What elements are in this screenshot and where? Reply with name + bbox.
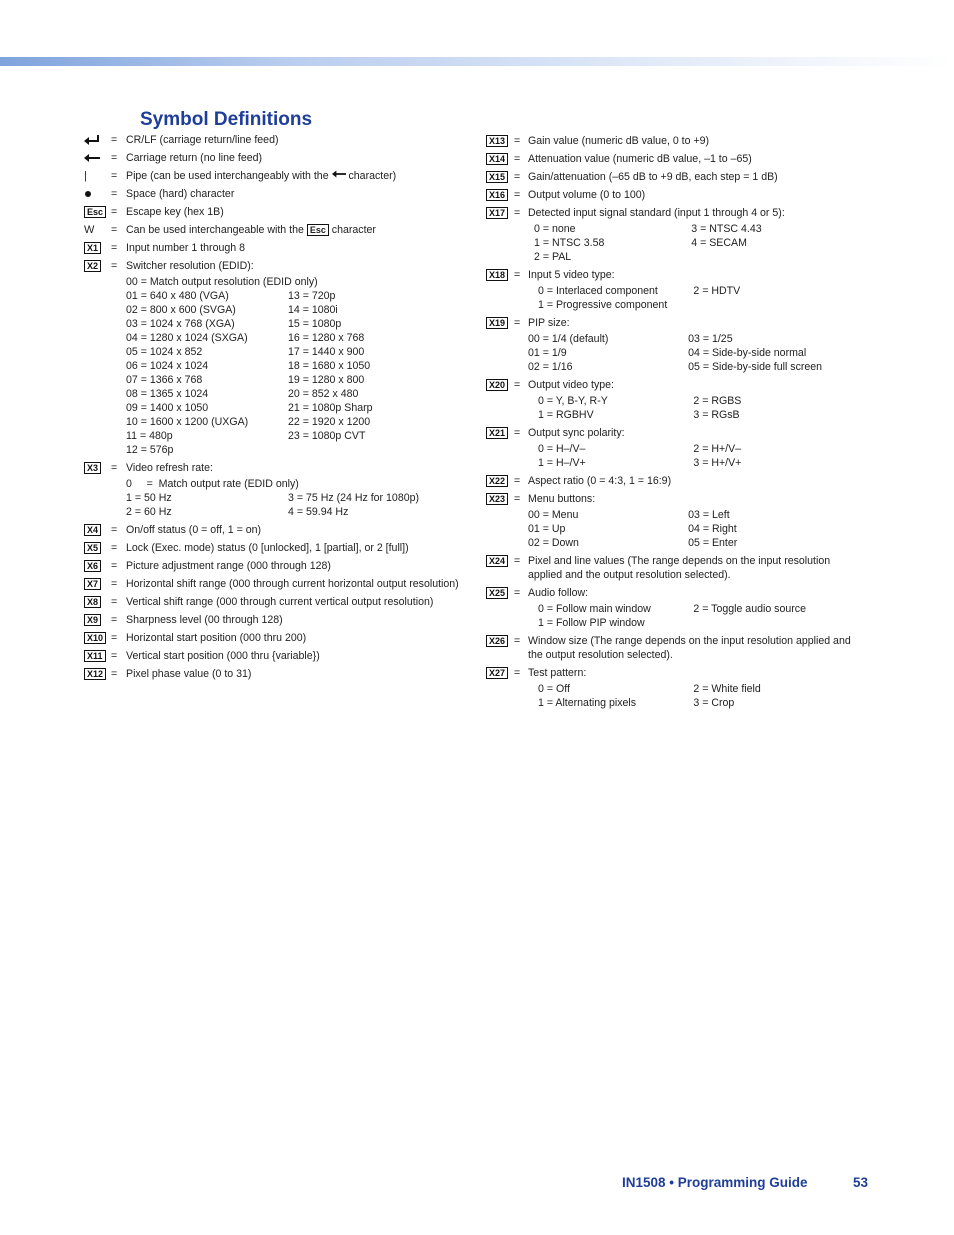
symbol-entry bbox=[84, 241, 476, 255]
value-cell bbox=[693, 298, 866, 312]
symbol bbox=[486, 189, 508, 201]
symbol-entry bbox=[84, 559, 476, 573]
symbol-entry bbox=[486, 134, 866, 148]
value-row bbox=[126, 491, 476, 505]
symbol-box: X19 bbox=[486, 317, 508, 329]
symbol-description: Input number 1 through 8 bbox=[126, 242, 245, 254]
value-cell: 20 = 852 x 480 bbox=[288, 388, 359, 400]
symbol-entry bbox=[486, 268, 866, 312]
symbol-description: Pixel phase value (0 to 31) bbox=[126, 668, 252, 680]
value-cell: 09 = 1400 x 1050 bbox=[126, 402, 209, 414]
value-row bbox=[126, 331, 476, 345]
symbol-description: Gain value (numeric dB value, 0 to +9) bbox=[528, 135, 710, 147]
value-row bbox=[528, 508, 866, 522]
equals-sign: = bbox=[111, 260, 118, 272]
value-cell: 03 = 1/25 bbox=[688, 333, 733, 345]
symbol-entry bbox=[84, 187, 476, 201]
symbol: W bbox=[84, 224, 95, 236]
symbol-description: Detected input signal standard (input 1 through 4 or 5): bbox=[528, 207, 785, 219]
symbol bbox=[486, 135, 508, 147]
value-cell: 14 = 1080i bbox=[288, 304, 338, 316]
value-cell: 01 = Up bbox=[528, 523, 566, 535]
value-cell: 0 = Follow main window bbox=[538, 603, 651, 615]
value-cell: 06 = 1024 x 1024 bbox=[126, 360, 209, 372]
symbol-description: PIP size: bbox=[528, 317, 570, 329]
symbol bbox=[84, 614, 101, 626]
symbol bbox=[84, 650, 106, 662]
symbol bbox=[486, 635, 508, 647]
value-cell: 1 = NTSC 3.58 bbox=[534, 237, 605, 249]
value-cell: 02 = 800 x 600 (SVGA) bbox=[126, 304, 236, 316]
equals-sign: = bbox=[111, 632, 118, 644]
value-cell: 01 = 640 x 480 (VGA) bbox=[126, 290, 229, 302]
symbol-description: Window size (The range depends on the input resolution applied and the output resolution selected). bbox=[528, 635, 851, 661]
equals-sign: = bbox=[514, 153, 521, 165]
symbol bbox=[486, 379, 508, 391]
symbol-entry bbox=[84, 151, 476, 165]
value-cell: 4 = SECAM bbox=[691, 237, 747, 249]
value-row bbox=[126, 317, 476, 331]
symbol-box: X25 bbox=[486, 587, 508, 599]
symbol-entry bbox=[486, 634, 866, 662]
symbol-box: X14 bbox=[486, 153, 508, 165]
value-row bbox=[126, 443, 476, 457]
symbol-description bbox=[126, 223, 476, 237]
equals-sign: = bbox=[514, 635, 521, 647]
symbol bbox=[486, 153, 508, 165]
value-row bbox=[528, 522, 866, 536]
equals-sign: = bbox=[111, 560, 118, 572]
symbol-entry bbox=[486, 554, 866, 582]
page-footer bbox=[622, 1175, 869, 1190]
value-table bbox=[528, 508, 866, 550]
value-cell: 01 = 1/9 bbox=[528, 347, 567, 359]
value-cell: 3 = RGsB bbox=[693, 409, 740, 421]
value-cell: 00 = Menu bbox=[528, 509, 579, 521]
value-row bbox=[538, 394, 866, 408]
symbol-entry bbox=[84, 523, 476, 537]
value-row bbox=[126, 401, 476, 415]
symbol bbox=[84, 560, 101, 572]
value-row bbox=[538, 408, 866, 422]
symbol bbox=[84, 260, 101, 272]
symbol bbox=[486, 269, 508, 281]
value-table bbox=[528, 332, 866, 374]
symbol-box: X5 bbox=[84, 542, 101, 554]
symbol-entry bbox=[486, 152, 866, 166]
symbol-entry bbox=[84, 613, 476, 627]
value-cell: 11 = 480p bbox=[126, 430, 173, 442]
desc-text: character bbox=[328, 224, 376, 236]
footer-doc-title: IN1508 • Programming Guide bbox=[622, 1175, 808, 1190]
value-row bbox=[528, 332, 866, 346]
equals-sign: = bbox=[514, 269, 521, 281]
symbol-entry bbox=[84, 169, 476, 183]
symbol bbox=[486, 317, 508, 329]
value-row bbox=[126, 429, 476, 443]
value-row bbox=[126, 345, 476, 359]
symbol-description: Menu buttons: bbox=[528, 493, 596, 505]
symbol-description: Space (hard) character bbox=[126, 188, 235, 200]
value-table bbox=[538, 284, 866, 312]
equals-sign: = bbox=[111, 596, 118, 608]
symbol-box: X17 bbox=[486, 207, 508, 219]
symbol-description: Attenuation value (numeric dB value, –1 to –65) bbox=[528, 153, 752, 165]
symbol-box: X1 bbox=[84, 242, 101, 254]
value-cell: 02 = 1/16 bbox=[528, 361, 573, 373]
symbol bbox=[84, 668, 106, 680]
value-cell: 04 = 1280 x 1024 (SXGA) bbox=[126, 332, 248, 344]
value-cell: 07 = 1366 x 768 bbox=[126, 374, 203, 386]
equals-sign: = bbox=[514, 587, 521, 599]
symbol-entry bbox=[84, 133, 476, 147]
value-cell: 03 = Left bbox=[688, 509, 730, 521]
symbol-description: CR/LF (carriage return/line feed) bbox=[126, 134, 279, 146]
symbol-box: X12 bbox=[84, 668, 106, 680]
value-cell: 05 = 1024 x 852 bbox=[126, 346, 203, 358]
equals-sign: = bbox=[514, 207, 521, 219]
value-cell: 2 = Toggle audio source bbox=[693, 603, 806, 615]
equals-sign: = bbox=[514, 135, 521, 147]
symbol bbox=[486, 667, 508, 679]
symbol bbox=[486, 555, 508, 567]
symbol-box: X9 bbox=[84, 614, 101, 626]
symbol-entry bbox=[84, 223, 476, 237]
symbol-description: Test pattern: bbox=[528, 667, 587, 679]
equals-sign: = bbox=[111, 170, 118, 182]
symbol-box: X4 bbox=[84, 524, 101, 536]
symbol-description: Gain/attenuation (–65 dB to +9 dB, each step = 1 dB) bbox=[528, 171, 778, 183]
value-cell: 3 = Crop bbox=[693, 697, 735, 709]
symbol-box: Esc bbox=[84, 206, 106, 218]
symbol-entry bbox=[84, 541, 476, 555]
value-row bbox=[538, 456, 866, 470]
value-cell: 04 = Side-by-side normal bbox=[688, 347, 807, 359]
symbol-description: Input 5 video type: bbox=[528, 269, 615, 281]
symbol-box: X10 bbox=[84, 632, 106, 644]
symbol-description: Output video type: bbox=[528, 379, 614, 391]
symbol-entry bbox=[486, 474, 866, 488]
symbol-box: X11 bbox=[84, 650, 106, 662]
value-cell: 0 = none bbox=[534, 223, 576, 235]
value-table bbox=[126, 289, 476, 457]
value-row bbox=[534, 222, 866, 236]
value-cell: 2 = RGBS bbox=[693, 395, 742, 407]
value-row bbox=[126, 415, 476, 429]
symbol bbox=[84, 542, 101, 554]
symbol-entry bbox=[486, 492, 866, 550]
value-cell bbox=[691, 250, 866, 264]
symbol-description: Output sync polarity: bbox=[528, 427, 625, 439]
symbol: | bbox=[84, 170, 87, 182]
value-cell: 0 = Off bbox=[538, 683, 570, 695]
symbol-entry bbox=[84, 205, 476, 219]
crlf-arrow-icon bbox=[84, 134, 100, 146]
symbol-box: X7 bbox=[84, 578, 101, 590]
value-cell: 10 = 1600 x 1200 (UXGA) bbox=[126, 416, 249, 428]
symbol bbox=[84, 596, 101, 608]
equals-sign: = bbox=[111, 188, 118, 200]
value-cell: 1 = Follow PIP window bbox=[538, 617, 645, 629]
symbol-box: X16 bbox=[486, 189, 508, 201]
equals-sign: = bbox=[514, 493, 521, 505]
symbol-box: X8 bbox=[84, 596, 101, 608]
value-cell: 00 = 1/4 (default) bbox=[528, 333, 609, 345]
symbol-box: X13 bbox=[486, 135, 508, 147]
value-cell: 3 = 75 Hz (24 Hz for 1080p) bbox=[288, 492, 420, 504]
equals-sign: = bbox=[514, 427, 521, 439]
desc-text: Can be used interchangeable with the bbox=[126, 224, 307, 236]
inline-arrow-icon bbox=[332, 170, 346, 182]
value-row bbox=[126, 359, 476, 373]
value-cell: 2 = 60 Hz bbox=[126, 506, 172, 518]
value-cell: 21 = 1080p Sharp bbox=[288, 402, 373, 414]
symbol-entry bbox=[84, 667, 476, 681]
symbol-box: X23 bbox=[486, 493, 508, 505]
value-row bbox=[538, 442, 866, 456]
equals-sign: = bbox=[111, 668, 118, 680]
value-cell: 0 = Y, B-Y, R-Y bbox=[538, 395, 608, 407]
value-row: 0 = Match output rate (EDID only) bbox=[126, 478, 299, 490]
symbol bbox=[486, 587, 508, 599]
symbol bbox=[84, 206, 106, 218]
symbol-description: Horizontal start position (000 thru 200) bbox=[126, 632, 307, 644]
value-row bbox=[538, 616, 866, 630]
symbol-box: X15 bbox=[486, 171, 508, 183]
symbol-description: Pixel and line values (The range depends on the input resolution applied and the output resolution selected). bbox=[528, 555, 831, 581]
value-row bbox=[528, 536, 866, 550]
symbol-description: Video refresh rate: bbox=[126, 462, 213, 474]
value-row bbox=[126, 303, 476, 317]
page-title: Symbol Definitions bbox=[140, 109, 313, 130]
symbol-description: Lock (Exec. mode) status (0 [unlocked], 1 [partial], or 2 [full]) bbox=[126, 542, 409, 554]
equals-sign: = bbox=[514, 189, 521, 201]
value-table bbox=[538, 394, 866, 422]
desc-text: character) bbox=[345, 170, 397, 182]
value-cell bbox=[693, 616, 866, 630]
value-row bbox=[534, 236, 866, 250]
value-cell: 18 = 1680 x 1050 bbox=[288, 360, 371, 372]
symbol-box: X21 bbox=[486, 427, 508, 439]
symbol bbox=[84, 632, 106, 644]
left-column bbox=[84, 133, 476, 685]
value-row bbox=[126, 387, 476, 401]
equals-sign: = bbox=[111, 134, 118, 146]
symbol-description bbox=[126, 169, 476, 183]
symbol bbox=[486, 427, 508, 439]
value-cell: 0 = H–/V– bbox=[538, 443, 586, 455]
inline-esc-box: Esc bbox=[307, 224, 329, 236]
value-cell: 3 = NTSC 4.43 bbox=[691, 223, 762, 235]
symbol-description: Vertical shift range (000 through current vertical output resolution) bbox=[126, 596, 434, 608]
equals-sign: = bbox=[514, 475, 521, 487]
symbol-box: X22 bbox=[486, 475, 508, 487]
value-table bbox=[534, 222, 866, 264]
symbol-entry bbox=[84, 631, 476, 645]
equals-sign: = bbox=[514, 171, 521, 183]
value-cell: 1 = RGBHV bbox=[538, 409, 594, 421]
symbol bbox=[84, 578, 101, 590]
value-cell: 02 = Down bbox=[528, 537, 579, 549]
equals-sign: = bbox=[111, 206, 118, 218]
equals-sign: = bbox=[514, 555, 521, 567]
value-table bbox=[538, 682, 866, 710]
value-cell: 1 = Progressive component bbox=[538, 299, 668, 311]
value-cell: 12 = 576p bbox=[126, 444, 174, 456]
symbol-description: On/off status (0 = off, 1 = on) bbox=[126, 524, 262, 536]
value-cell: 3 = H+/V+ bbox=[693, 457, 742, 469]
value-cell: 19 = 1280 x 800 bbox=[288, 374, 365, 386]
symbol bbox=[486, 171, 508, 183]
value-cell: 05 = Enter bbox=[688, 537, 738, 549]
page-number: 53 bbox=[853, 1175, 869, 1190]
carriage-return-arrow-icon bbox=[84, 152, 100, 164]
value-cell: 03 = 1024 x 768 (XGA) bbox=[126, 318, 235, 330]
value-table bbox=[538, 442, 866, 470]
symbol-box: X27 bbox=[486, 667, 508, 679]
equals-sign: = bbox=[111, 578, 118, 590]
symbol-description: Aspect ratio (0 = 4:3, 1 = 16:9) bbox=[528, 475, 672, 487]
symbol-box: X24 bbox=[486, 555, 508, 567]
value-cell bbox=[288, 443, 468, 457]
symbol-description: Sharpness level (00 through 128) bbox=[126, 614, 283, 626]
value-cell: 08 = 1365 x 1024 bbox=[126, 388, 209, 400]
value-cell: 2 = H+/V– bbox=[693, 443, 742, 455]
symbol-entry bbox=[486, 586, 866, 630]
right-column bbox=[486, 134, 866, 714]
symbol bbox=[486, 207, 508, 219]
symbol-box: X20 bbox=[486, 379, 508, 391]
space-dot-icon bbox=[84, 188, 92, 200]
symbol-box: X26 bbox=[486, 635, 508, 647]
equals-sign: = bbox=[111, 152, 118, 164]
value-table bbox=[126, 491, 476, 519]
symbol-box: X3 bbox=[84, 462, 101, 474]
symbol-description: Picture adjustment range (000 through 128) bbox=[126, 560, 331, 572]
symbol-entry bbox=[486, 378, 866, 422]
value-cell: 2 = PAL bbox=[534, 251, 572, 263]
value-row bbox=[538, 602, 866, 616]
value-row bbox=[538, 284, 866, 298]
symbol-entry bbox=[84, 259, 476, 457]
symbol-entry bbox=[84, 595, 476, 609]
value-row bbox=[528, 346, 866, 360]
equals-sign: = bbox=[111, 524, 118, 536]
symbol-description: Escape key (hex 1B) bbox=[126, 206, 224, 218]
value-cell: 0 = Interlaced component bbox=[538, 285, 658, 297]
symbol-description: Switcher resolution (EDID): bbox=[126, 260, 254, 272]
symbol bbox=[84, 524, 101, 536]
value-cell: 05 = Side-by-side full screen bbox=[688, 361, 823, 373]
symbol-entry bbox=[84, 461, 476, 519]
symbol bbox=[486, 493, 508, 505]
symbol-box: X2 bbox=[84, 260, 101, 272]
value-cell: 15 = 1080p bbox=[288, 318, 342, 330]
symbol-entry bbox=[486, 206, 866, 264]
symbol-entry bbox=[84, 649, 476, 663]
symbol-description: Horizontal shift range (000 through current horizontal output resolution) bbox=[126, 578, 459, 590]
value-cell: 22 = 1920 x 1200 bbox=[288, 416, 371, 428]
value-cell: 16 = 1280 x 768 bbox=[288, 332, 365, 344]
equals-sign: = bbox=[111, 242, 118, 254]
equals-sign: = bbox=[111, 462, 118, 474]
value-cell: 13 = 720p bbox=[288, 290, 336, 302]
symbol-entry bbox=[486, 188, 866, 202]
symbol-description: Audio follow: bbox=[528, 587, 589, 599]
symbol-entry bbox=[84, 577, 476, 591]
value-cell: 17 = 1440 x 900 bbox=[288, 346, 365, 358]
header-gradient-bar bbox=[0, 57, 954, 66]
value-cell: 1 = H–/V+ bbox=[538, 457, 586, 469]
equals-sign: = bbox=[111, 650, 118, 662]
symbol-entry bbox=[486, 426, 866, 470]
equals-sign: = bbox=[111, 224, 118, 236]
value-row bbox=[534, 250, 866, 264]
value-row bbox=[538, 696, 866, 710]
value-row bbox=[538, 298, 866, 312]
value-row bbox=[528, 360, 866, 374]
value-cell: 1 = Alternating pixels bbox=[538, 697, 637, 709]
value-cell: 23 = 1080p CVT bbox=[288, 430, 366, 442]
symbol-description: Vertical start position (000 thru {variable}) bbox=[126, 650, 320, 662]
equals-sign: = bbox=[111, 542, 118, 554]
value-cell: 2 = White field bbox=[693, 683, 761, 695]
value-cell: 4 = 59.94 Hz bbox=[288, 506, 349, 518]
value-cell: 2 = HDTV bbox=[693, 285, 741, 297]
symbol-entry bbox=[486, 170, 866, 184]
value-cell: 04 = Right bbox=[688, 523, 737, 535]
symbol-box: X6 bbox=[84, 560, 101, 572]
value-cell: 1 = 50 Hz bbox=[126, 492, 172, 504]
value-row bbox=[538, 682, 866, 696]
value-row bbox=[126, 289, 476, 303]
desc-text: Pipe (can be used interchangeably with the bbox=[126, 170, 332, 182]
equals-sign: = bbox=[514, 379, 521, 391]
value-row: 00 = Match output resolution (EDID only) bbox=[126, 276, 318, 288]
symbol bbox=[84, 462, 101, 474]
symbol-entry bbox=[486, 666, 866, 710]
symbol bbox=[486, 475, 508, 487]
symbol-entry bbox=[486, 316, 866, 374]
equals-sign: = bbox=[514, 317, 521, 329]
symbol bbox=[84, 242, 101, 254]
symbol-box: X18 bbox=[486, 269, 508, 281]
equals-sign: = bbox=[111, 614, 118, 626]
value-row bbox=[126, 373, 476, 387]
symbol-description: Output volume (0 to 100) bbox=[528, 189, 646, 201]
symbol-description: Carriage return (no line feed) bbox=[126, 152, 263, 164]
equals-sign: = bbox=[514, 667, 521, 679]
value-row bbox=[126, 505, 476, 519]
value-table bbox=[538, 602, 866, 630]
